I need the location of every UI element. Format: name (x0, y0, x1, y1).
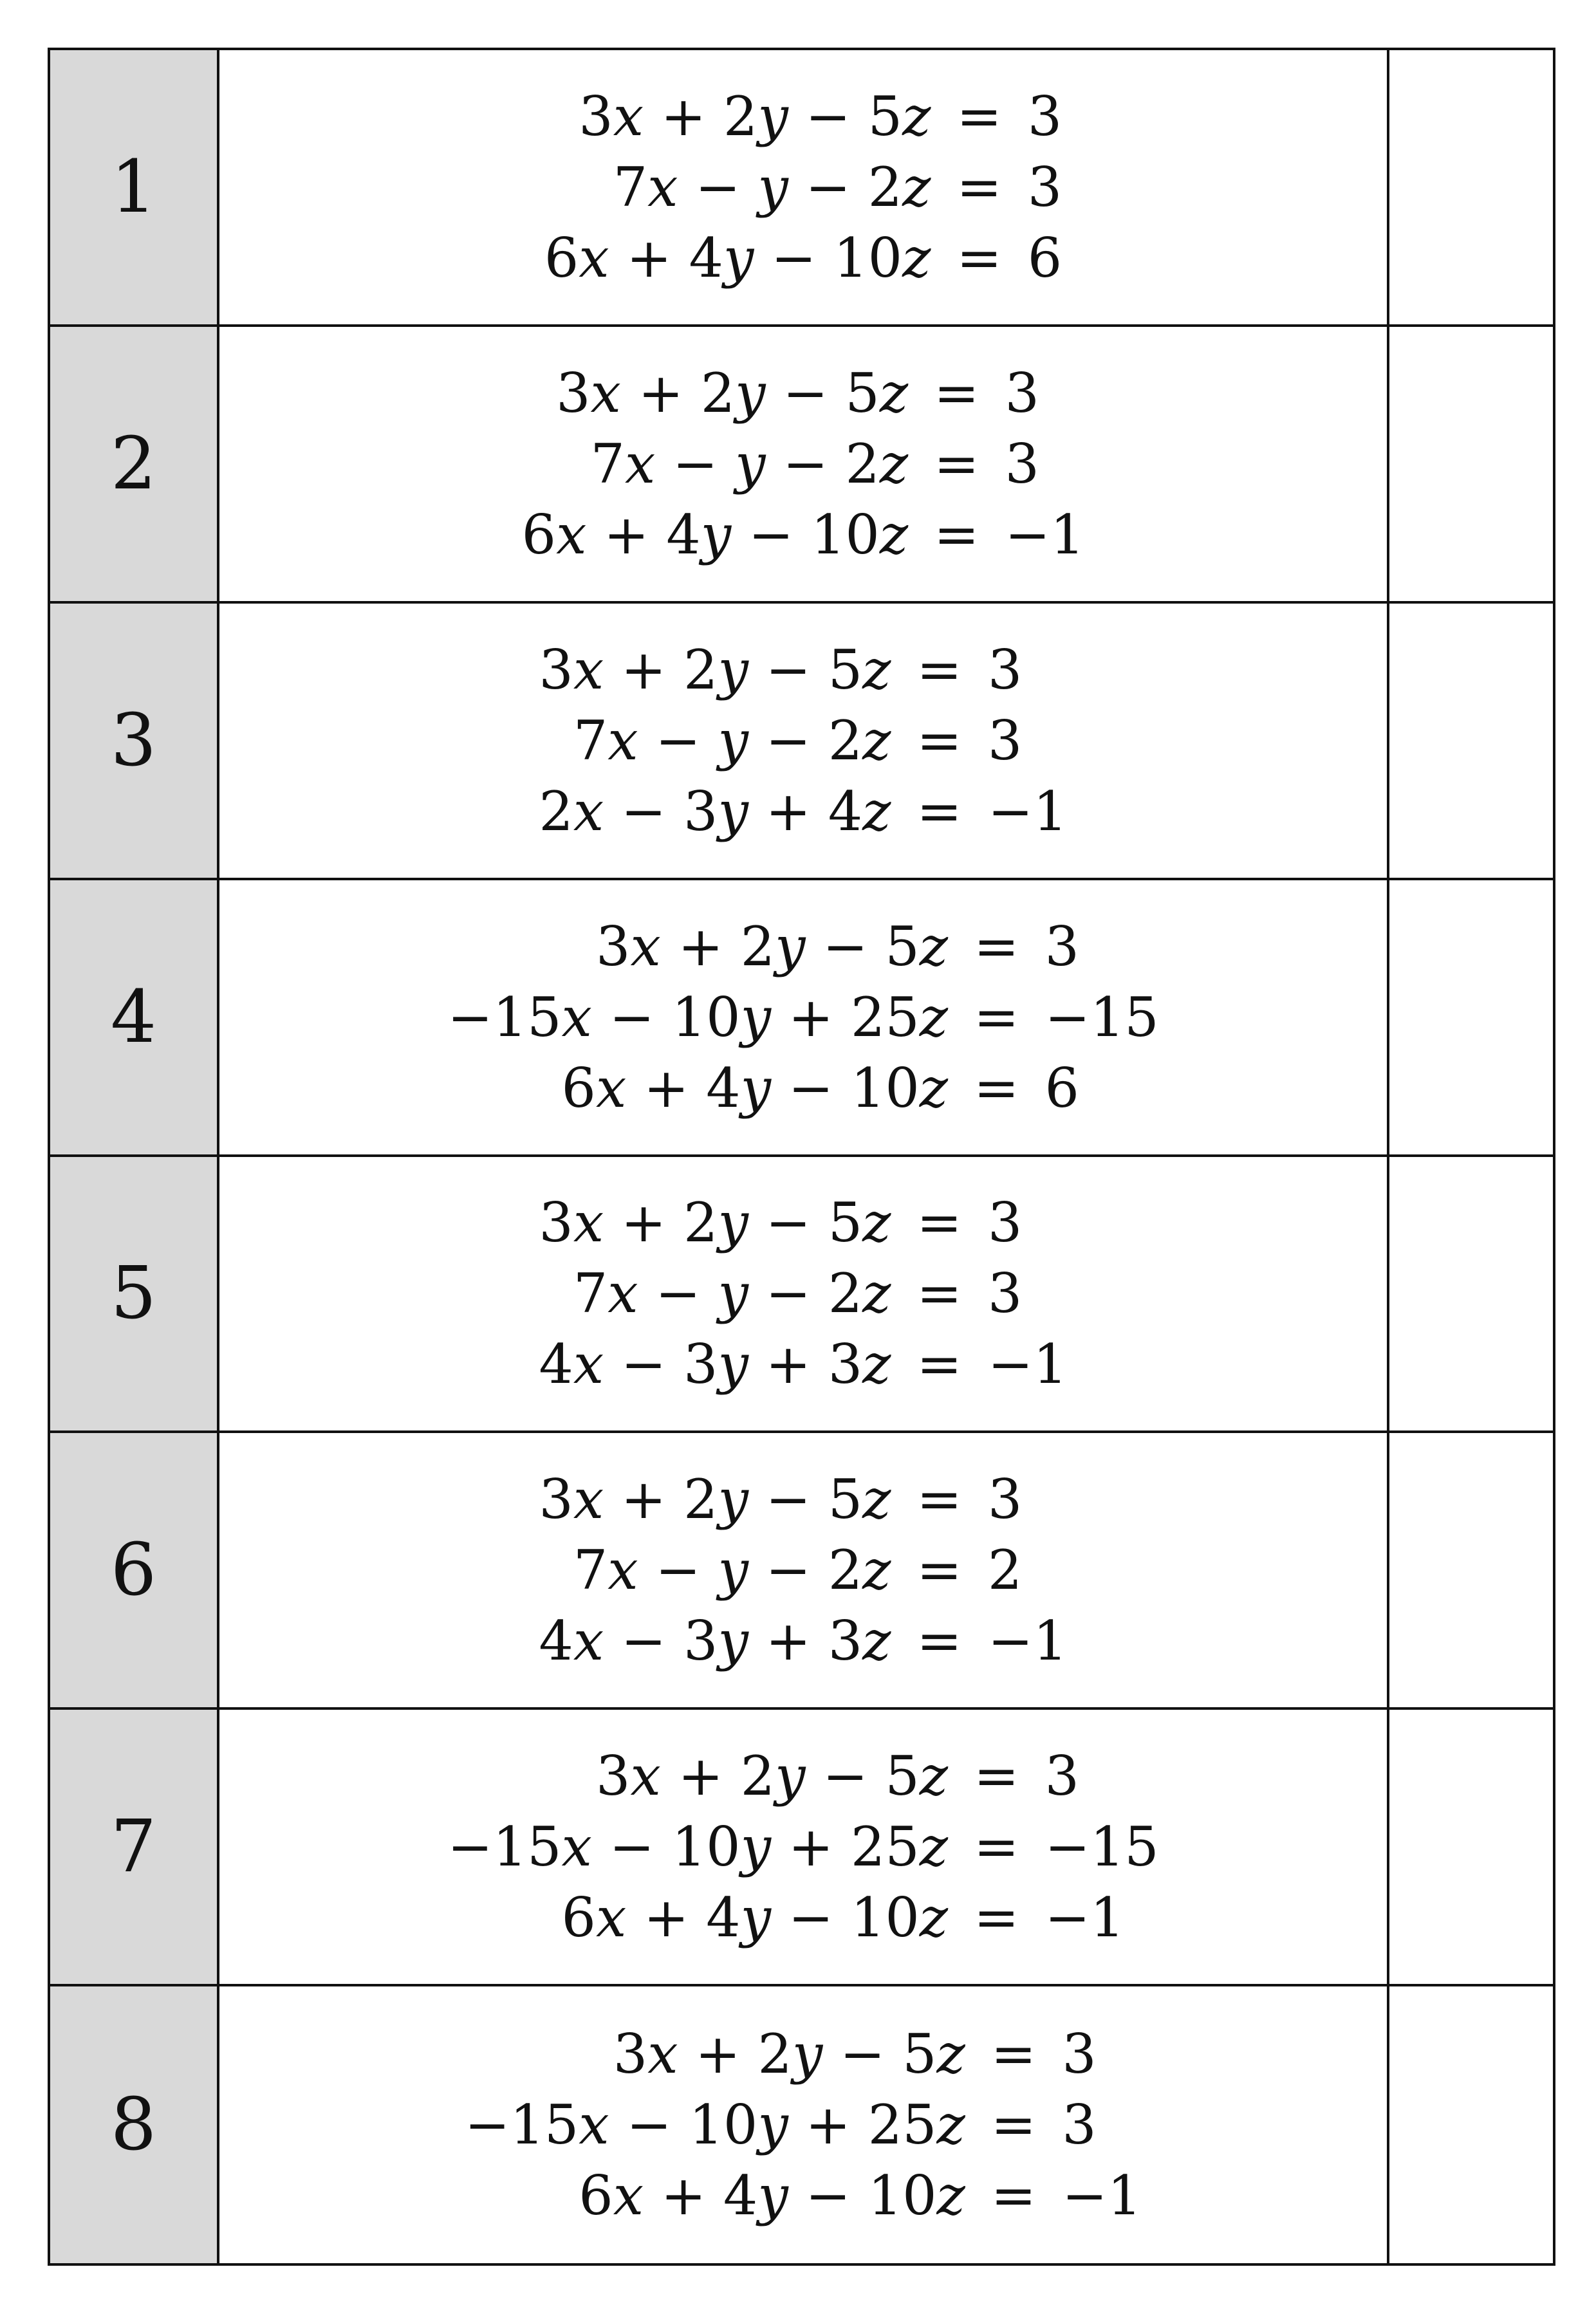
equals-sign: = (916, 1262, 962, 1326)
equals-sign: = (916, 1609, 962, 1673)
equals-sign: = (916, 708, 962, 772)
equation-lhs: 6x + 4y − 10z (579, 2164, 965, 2228)
problem-number: 4 (50, 880, 219, 1154)
problem-number: 1 (50, 50, 219, 324)
equation-system (539, 636, 1067, 845)
equation-rhs: 3 (1027, 155, 1062, 219)
problem-number: 5 (50, 1157, 219, 1431)
equation-lhs: 7x − y − 2z (573, 1262, 891, 1326)
equation-lhs: 3x + 2y − 5z (539, 1468, 891, 1532)
equals-sign: = (974, 1056, 1019, 1120)
equation-rhs: 3 (1027, 84, 1062, 148)
problem-number: 7 (50, 1710, 219, 1984)
equation-system-cell (219, 1710, 1389, 1984)
answer-box[interactable] (1389, 604, 1553, 878)
equation-system-cell (219, 1157, 1389, 1431)
equation-system-cell (219, 50, 1389, 324)
answer-box[interactable] (1389, 1710, 1553, 1984)
equation-rhs: −15 (1044, 985, 1159, 1049)
equals-sign: = (916, 1468, 962, 1532)
equals-sign: = (956, 155, 1002, 219)
problem-row-4 (50, 880, 1553, 1157)
equation-rhs: −1 (1005, 503, 1085, 566)
equals-sign: = (974, 1886, 1019, 1950)
equals-sign: = (974, 1745, 1019, 1808)
equation-lhs: 6x + 4y − 10z (544, 226, 931, 290)
equals-sign: = (974, 914, 1019, 978)
problem-row-1 (50, 50, 1553, 327)
answer-box[interactable] (1389, 880, 1553, 1154)
equals-sign: = (916, 1539, 962, 1602)
equation-system (539, 1466, 1067, 1674)
equation-rhs: −15 (1044, 1815, 1159, 1879)
equation-systems-table (48, 48, 1555, 2266)
equation-system-cell (219, 1986, 1389, 2263)
problem-row-2 (50, 327, 1553, 604)
equation-lhs: 3x + 2y − 5z (556, 361, 909, 425)
equals-sign: = (934, 503, 979, 566)
equation-rhs: 3 (1062, 2023, 1097, 2086)
equation-lhs: 3x + 2y − 5z (613, 2023, 965, 2086)
equals-sign: = (916, 1333, 962, 1396)
equals-sign: = (990, 2164, 1037, 2228)
equation-system-cell (219, 604, 1389, 878)
equation-system (447, 913, 1158, 1122)
equation-rhs: 3 (987, 708, 1023, 772)
problem-number: 8 (50, 1986, 219, 2263)
problem-row-5 (50, 1157, 1553, 1434)
equation-rhs: 3 (1062, 2093, 1097, 2157)
equation-system-cell (219, 327, 1389, 601)
equals-sign: = (956, 84, 1002, 148)
equation-system (447, 1743, 1158, 1951)
equals-sign: = (974, 1815, 1019, 1879)
equation-rhs: 3 (987, 1262, 1023, 1326)
equals-sign: = (916, 1191, 962, 1255)
equals-sign: = (990, 2093, 1037, 2157)
answer-box[interactable] (1389, 50, 1553, 324)
equation-lhs: −15x − 10y + 25z (447, 1815, 949, 1879)
answer-box[interactable] (1389, 1157, 1553, 1431)
equals-sign: = (956, 226, 1002, 290)
equation-system (465, 2021, 1142, 2229)
equation-rhs: 3 (1005, 361, 1039, 425)
equation-rhs: −1 (1062, 2164, 1142, 2228)
equation-rhs: 3 (1005, 432, 1039, 495)
equation-lhs: 7x − y − 2z (590, 432, 909, 495)
equation-rhs: 2 (987, 1539, 1023, 1602)
equation-rhs: 3 (987, 1191, 1023, 1255)
equation-system (544, 83, 1062, 292)
problem-number: 2 (50, 327, 219, 601)
equals-sign: = (934, 432, 979, 495)
equation-lhs: −15x − 10y + 25z (464, 2093, 965, 2157)
answer-box[interactable] (1389, 1433, 1553, 1707)
problem-row-6 (50, 1433, 1553, 1710)
equation-rhs: −1 (987, 1609, 1068, 1673)
answer-box[interactable] (1389, 1986, 1553, 2263)
equation-lhs: 3x + 2y − 5z (596, 1745, 949, 1808)
equation-rhs: 3 (987, 1468, 1023, 1532)
equals-sign: = (974, 985, 1019, 1049)
equation-system-cell (219, 1433, 1389, 1707)
equation-lhs: 3x + 2y − 5z (539, 638, 891, 701)
problem-number: 6 (50, 1433, 219, 1707)
equation-rhs: 6 (1027, 226, 1062, 290)
equation-rhs: 3 (1044, 1745, 1079, 1808)
equation-system (539, 1189, 1067, 1398)
equation-lhs: 4x − 3y + 3z (539, 1609, 891, 1673)
equation-lhs: 2x − 3y + 4z (539, 779, 891, 843)
equation-lhs: −15x − 10y + 25z (447, 985, 949, 1049)
equation-lhs: 6x + 4y − 10z (521, 503, 909, 566)
answer-box[interactable] (1389, 327, 1553, 601)
equation-rhs: 3 (1044, 914, 1079, 978)
equals-sign: = (990, 2023, 1037, 2086)
equals-sign: = (916, 638, 962, 701)
equation-lhs: 7x − y − 2z (613, 155, 931, 219)
equation-lhs: 3x + 2y − 5z (579, 84, 931, 148)
equation-lhs: 6x + 4y − 10z (561, 1056, 949, 1120)
equation-rhs: 6 (1044, 1056, 1079, 1120)
equation-rhs: −1 (1044, 1886, 1125, 1950)
problem-row-8 (50, 1986, 1553, 2263)
equation-rhs: −1 (987, 1333, 1068, 1396)
equation-rhs: 3 (987, 638, 1023, 701)
equation-lhs: 7x − y − 2z (573, 708, 891, 772)
equation-lhs: 4x − 3y + 3z (539, 1333, 891, 1396)
problem-row-7 (50, 1710, 1553, 1986)
problem-row-3 (50, 604, 1553, 880)
equation-lhs: 6x + 4y − 10z (561, 1886, 949, 1950)
equation-lhs: 3x + 2y − 5z (539, 1191, 891, 1255)
equation-system-cell (219, 880, 1389, 1154)
equation-lhs: 3x + 2y − 5z (596, 914, 949, 978)
equation-lhs: 7x − y − 2z (573, 1539, 891, 1602)
equation-system (522, 360, 1085, 568)
equation-rhs: −1 (987, 779, 1068, 843)
equals-sign: = (934, 361, 979, 425)
problem-number: 3 (50, 604, 219, 878)
equals-sign: = (916, 779, 962, 843)
